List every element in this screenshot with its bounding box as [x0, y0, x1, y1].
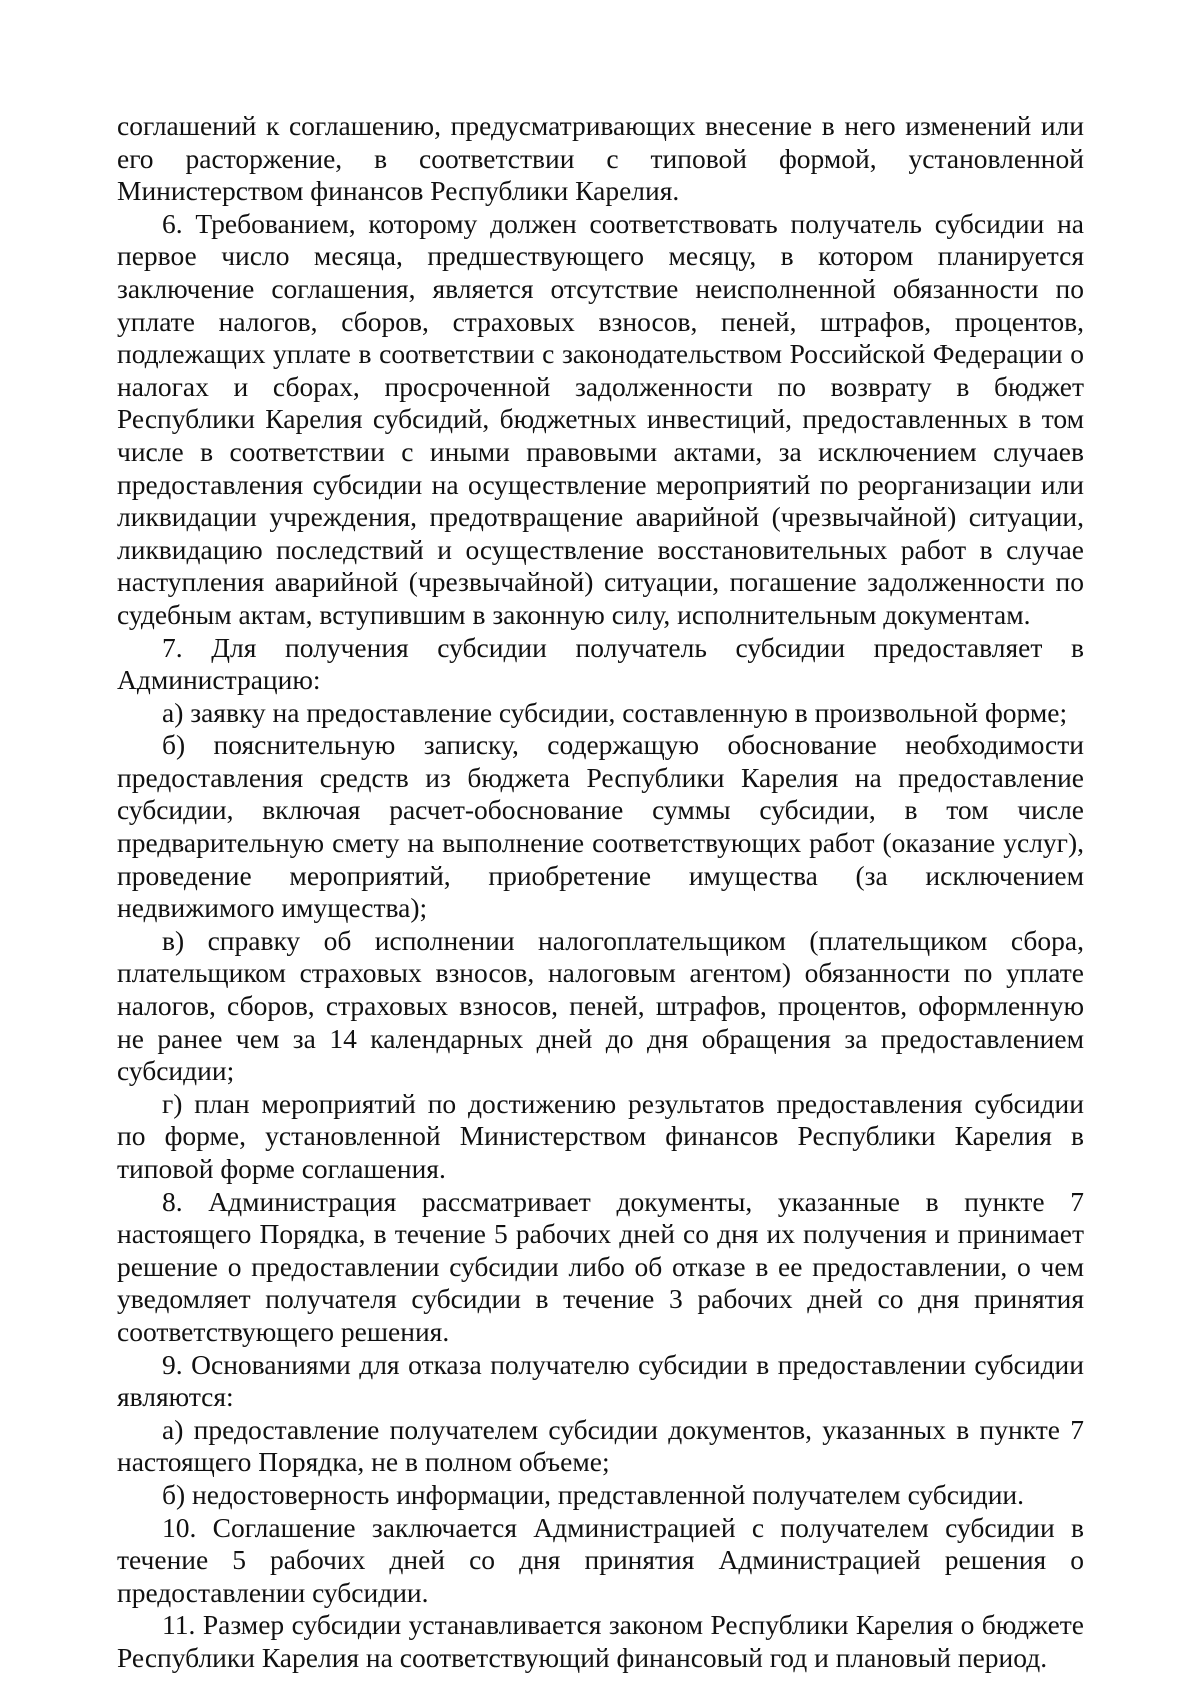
paragraph-item-7: 7. Для получения субсидии получатель субсидии предоставляет в Администрацию: [117, 631, 1084, 696]
paragraph-item-10: 10. Соглашение заключается Администрацией с получателем субсидии в течение 5 рабочих дней со дня принятия Администрацией решения о предоставлении субсидии. [117, 1511, 1084, 1608]
paragraph-continuation: соглашений к соглашению, предусматривающих внесение в него изменений или его расторжение, в соответствии с типовой формой, установленной Министерством финансов Республики Карелия. [117, 110, 1084, 207]
paragraph-item-7v: в) справку об исполнении налогоплательщиком (плательщиком сбора, плательщиком страховых взносов, налоговым агентом) обязанности по уплате налогов, сборов, страховых взносов, пеней, штрафов, процентов, оформленную не ранее чем за 14 календарных дней до дня обращения за предоставлением субсидии; [117, 924, 1084, 1087]
paragraph-item-9b: б) недостоверность информации, представленной получателем субсидии. [162, 1478, 1025, 1510]
paragraph-item-7a: а) заявку на предоставление субсидии, составленную в произвольной форме; [162, 696, 1068, 728]
document-body [117, 110, 1084, 1675]
paragraph-item-7b: б) пояснительную записку, содержащую обоснование необходимости предоставления средств из бюджета Республики Карелия на предоставление субсидии, включая расчет-обоснование суммы субсидии, в том числе предварительную смету на выполнение соответствующих работ (оказание услуг), проведение мероприятий, приобретение имущества (за исключением недвижимого имущества); [117, 729, 1084, 924]
paragraph-item-9a: а) предоставление получателем субсидии документов, указанных в пункте 7 настоящего Порядка, не в полном объеме; [117, 1413, 1084, 1478]
paragraph-item-7g: г) план мероприятий по достижению результатов предоставления субсидии по форме, установленной Министерством финансов Республики Карелия в типовой форме соглашения. [117, 1087, 1084, 1184]
paragraph-item-8: 8. Администрация рассматривает документы, указанные в пункте 7 настоящего Порядка, в течение 5 рабочих дней со дня их получения и принимает решение о предоставлении субсидии либо об отказе в ее предоставлении, о чем уведомляет получателя субсидии в течение 3 рабочих дней со дня принятия соответствующего решения. [117, 1185, 1084, 1347]
paragraph-item-9: 9. Основаниями для отказа получателю субсидии в предоставлении субсидии являются: [117, 1348, 1084, 1413]
paragraph-item-6: 6. Требованием, которому должен соответствовать получатель субсидии на первое число месяца, предшествующего месяцу, в котором планируется заключение соглашения, является отсутствие неисполненной обязанности по уплате налогов, сборов, страховых взносов, пеней, штрафов, процентов, подлежащих уплате в соответствии с законодательством Российской Федерации о налогах и сборах, просроченной задолженности по возврату в бюджет Республики Карелия субсидий, бюджетных инвестиций, предоставленных в том числе в соответствии с иными правовыми актами, за исключением случаев предоставления субсидии на осуществление мероприятий по реорганизации или ликвидации учреждения, предотвращение аварийной (чрезвычайной) ситуации, ликвидацию последствий и осуществление восстановительных работ в случае наступления аварийной (чрезвычайной) ситуации, погашение задолженности по судебным актам, вступившим в законную силу, исполнительным документам. [117, 207, 1084, 630]
paragraph-item-11: 11. Размер субсидии устанавливается законом Республики Карелия о бюджете Республики Карелия на соответствующий финансовый год и плановый период. [117, 1609, 1084, 1673]
